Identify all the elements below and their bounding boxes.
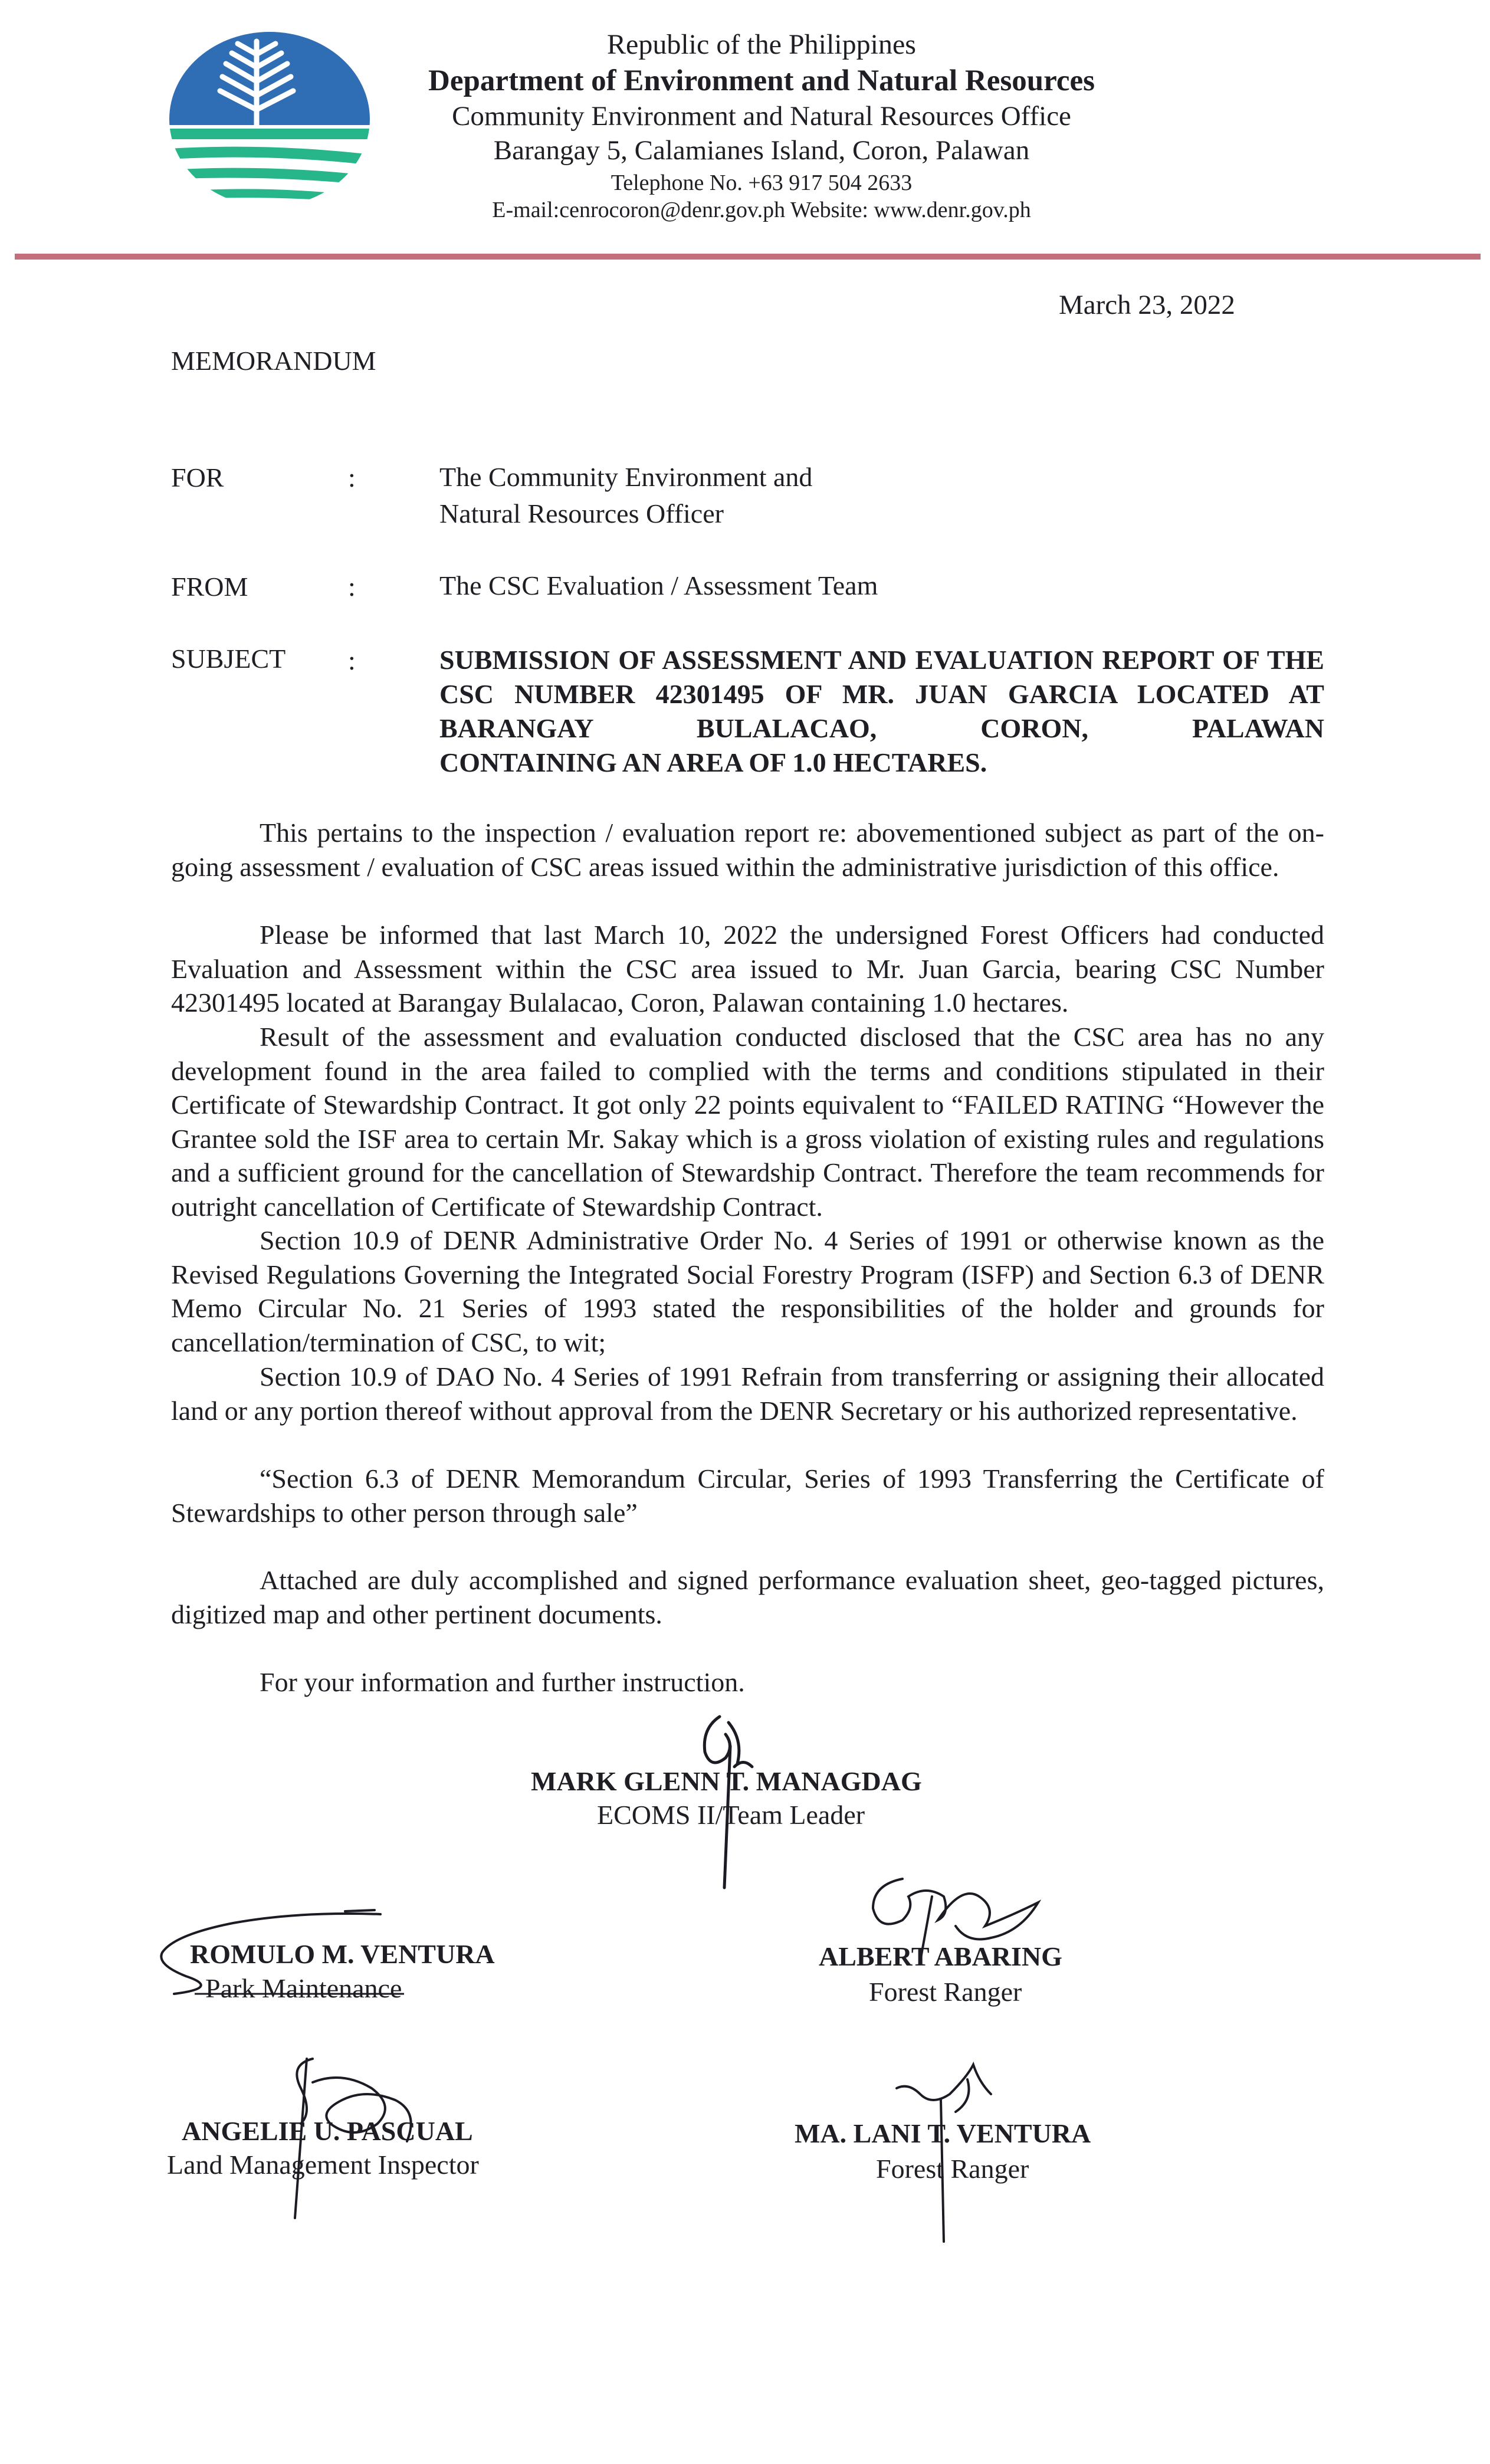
signatory-1-title: Park Maintenance (205, 1973, 402, 2003)
letterhead-telephone: Telephone No. +63 917 504 2633 (611, 170, 913, 195)
for-label: FOR (171, 462, 224, 493)
memo-date: March 23, 2022 (1059, 290, 1235, 320)
subject-value (439, 643, 1324, 780)
header-divider (15, 254, 1481, 260)
subject-value-main: SUBMISSION OF ASSESSMENT AND EVALUATION REPORT OF THE CSC NUMBER 42301495 OF MR. JUAN GARCIA LOCATED AT BARANGAY BULALACAO, CORON, PALAWAN (439, 645, 1324, 743)
signatory-2-title: Forest Ranger (869, 1977, 1022, 2007)
subject-label: SUBJECT (171, 644, 286, 674)
leader-title: ECOMS II/Team Leader (597, 1800, 865, 1830)
body-paragraph-4: Section 10.9 of DENR Administrative Order No. 4 Series of 1991 or otherwise known as the Revised Regulations Governing the Integrated Social Forestry Program (ISFP) and Section 6.3 of DENR Memo Circular No. 21 Series of 1993 stated the responsibilities of the holder and grounds for cancellation/termination of CSC, to wit; (171, 1225, 1324, 1357)
body-paragraph-2: Please be informed that last March 10, 2022 the undersigned Forest Officers had conducted Evaluation and Assessment within the CSC area issued to Mr. Juan Garcia, bearing CSC Number 42301495 located at Barangay Bulalacao, Coron, Palawan containing 1.0 hectares. (171, 920, 1324, 1018)
signatory-3-signature-icon (277, 2047, 431, 2224)
signatory-3-name: ANGELIE U. PASCUAL (182, 2116, 473, 2146)
body-paragraph-7: Attached are duly accomplished and signed performance evaluation sheet, geo-tagged pictures, digitized map and other pertinent documents. (171, 1565, 1324, 1629)
letterhead-department: Department of Environment and Natural Resources (428, 64, 1095, 97)
subject-value-end: CONTAINING AN AREA OF 1.0 HECTARES. (439, 747, 987, 777)
body-paragraph-3: Result of the assessment and evaluation conducted disclosed that the CSC area has no any development found in the area failed to complied with the terms and conditions stipulated in their Certificate of Stewardship Contract. It got only 22 points equivalent to “FAILED RATING “However the Grantee sold the ISF area to certain Mr. Sakay which is a gross violation of existing rules and regulations and a sufficient ground for the cancellation of Stewardship Contract. Therefore the team recommends for outright cancellation of Certificate of Stewardship Contract. (171, 1022, 1324, 1222)
signatory-2-signature-icon (861, 1861, 1050, 1967)
letterhead-office: Community Environment and Natural Resources Office (452, 101, 1071, 132)
signatory-1-signature-icon (150, 1899, 398, 2006)
for-value-line1: The Community Environment and (439, 462, 813, 492)
letterhead-address: Barangay 5, Calamianes Island, Coron, Palawan (493, 135, 1030, 166)
signatory-3-title: Land Management Inspector (167, 2150, 479, 2180)
subject-colon: : (348, 645, 356, 675)
signatory-4-name: MA. LANI T. VENTURA (795, 2118, 1091, 2148)
signatory-1-name: ROMULO M. VENTURA (190, 1939, 495, 1969)
body-paragraph-1: This pertains to the inspection / evaluation report re: abovementioned subject as part of the on-going assessment / evaluation of CSC areas issued within the administrative jurisdiction of this office. (171, 818, 1324, 882)
letterhead-contact: E-mail:cenrocoron@denr.gov.ph Website: www.denr.gov.ph (492, 198, 1031, 222)
from-label: FROM (171, 572, 248, 602)
for-value (439, 459, 812, 532)
signatory-4-signature-icon (885, 2053, 1015, 2248)
memo-type: MEMORANDUM (171, 346, 376, 376)
body-paragraph-8: For your information and further instruction. (260, 1667, 745, 1697)
leader-signature-icon (678, 1711, 773, 1899)
body-paragraph-6: “Section 6.3 of DENR Memorandum Circular, Series of 1993 Transferring the Certificate of Stewardships to other person through sale” (171, 1464, 1324, 1528)
for-colon: : (348, 462, 356, 493)
signatory-4-title: Forest Ranger (876, 2154, 1029, 2184)
signatory-2-name: ALBERT ABARING (819, 1941, 1062, 1971)
from-value: The CSC Evaluation / Assessment Team (439, 570, 878, 601)
from-colon: : (348, 572, 356, 602)
leader-name: MARK GLENN T. MANAGDAG (531, 1766, 922, 1796)
body-paragraph-5: Section 10.9 of DAO No. 4 Series of 1991 Refrain from transferring or assigning their allocated land or any portion thereof without approval from the DENR Secretary or his authorized representative. (171, 1361, 1324, 1426)
for-value-line2: Natural Resources Officer (439, 498, 724, 529)
letterhead-republic: Republic of the Philippines (607, 29, 916, 60)
